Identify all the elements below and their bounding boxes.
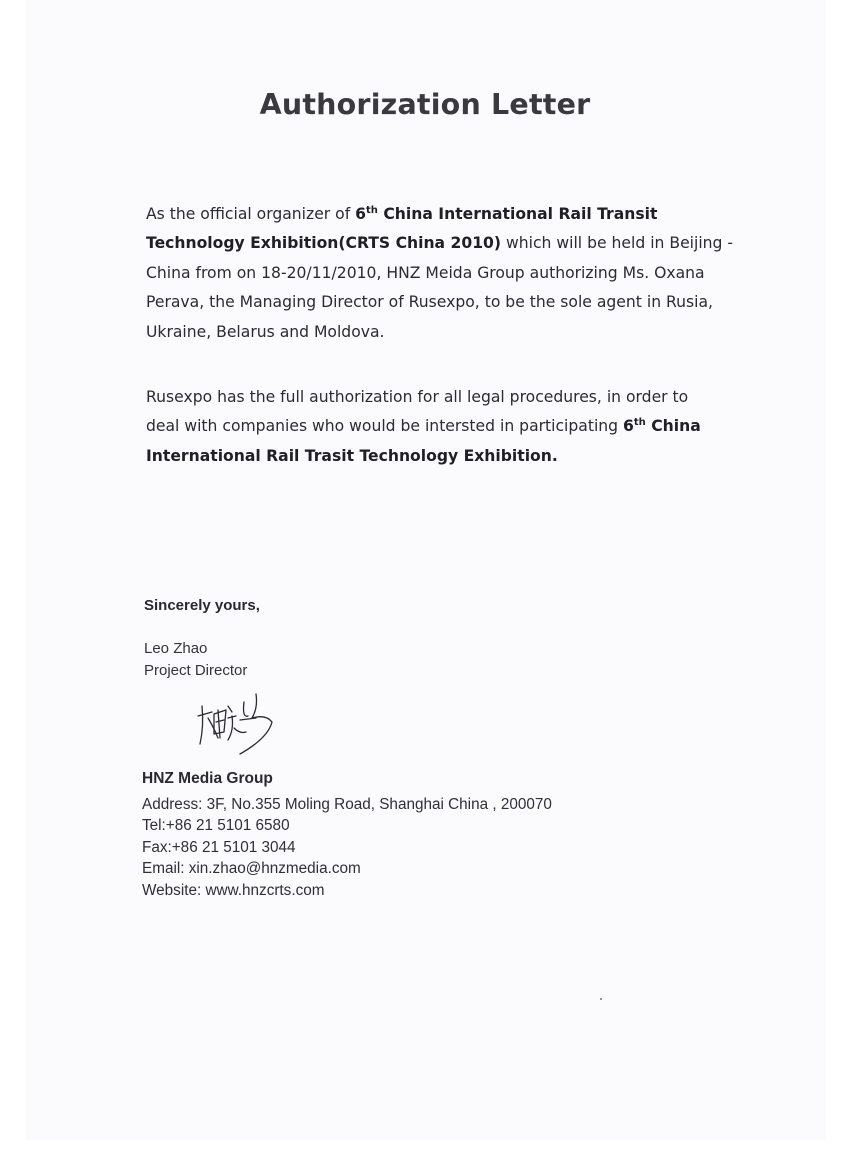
procedures-paragraph bbox=[146, 383, 726, 471]
authorization-paragraph bbox=[146, 200, 734, 347]
fax-line: Fax:+86 21 5101 3044 bbox=[142, 838, 296, 856]
letter-sheet bbox=[26, 0, 826, 1140]
company-name: HNZ Media Group bbox=[142, 770, 273, 787]
paragraph-line: International Rail Trasit Technology Exhibition. bbox=[146, 446, 558, 465]
email-line: Email: xin.zhao@hnzmedia.com bbox=[142, 860, 361, 878]
paragraph-line: As the official organizer of 6th China International Rail Transit bbox=[146, 205, 658, 223]
paragraph-line: Technology Exhibition(CRTS China 2010) which will be held in Beijing - bbox=[146, 234, 734, 253]
paragraph-line: Rusexpo has the full authorization for all legal procedures, in order to bbox=[146, 388, 689, 406]
letter-title: Authorization Letter bbox=[259, 88, 591, 121]
paragraph-line: deal with companies who would be intersted in participating 6th China bbox=[146, 417, 701, 436]
paragraph-line: China from on 18-20/11/2010, HNZ Meida Group authorizing Ms. Oxana bbox=[146, 263, 705, 282]
paragraph-line: Ukraine, Belarus and Moldova. bbox=[146, 322, 385, 341]
paragraph-line: Perava, the Managing Director of Rusexpo, to be the sole agent in Rusia, bbox=[146, 293, 714, 312]
address-line: Address: 3F, No.355 Moling Road, Shanghai China , 200070 bbox=[142, 796, 552, 813]
signer-name: Leo Zhao bbox=[144, 640, 208, 657]
paper-speck bbox=[600, 998, 602, 1000]
closing-salutation: Sincerely yours, bbox=[144, 597, 260, 614]
website-line: Website: www.hnzcrts.com bbox=[142, 881, 325, 899]
signer-title: Project Director bbox=[144, 662, 248, 679]
handwritten-signature bbox=[188, 688, 278, 760]
tel-line: Tel:+86 21 5101 6580 bbox=[142, 817, 290, 835]
contact-block bbox=[142, 794, 552, 901]
